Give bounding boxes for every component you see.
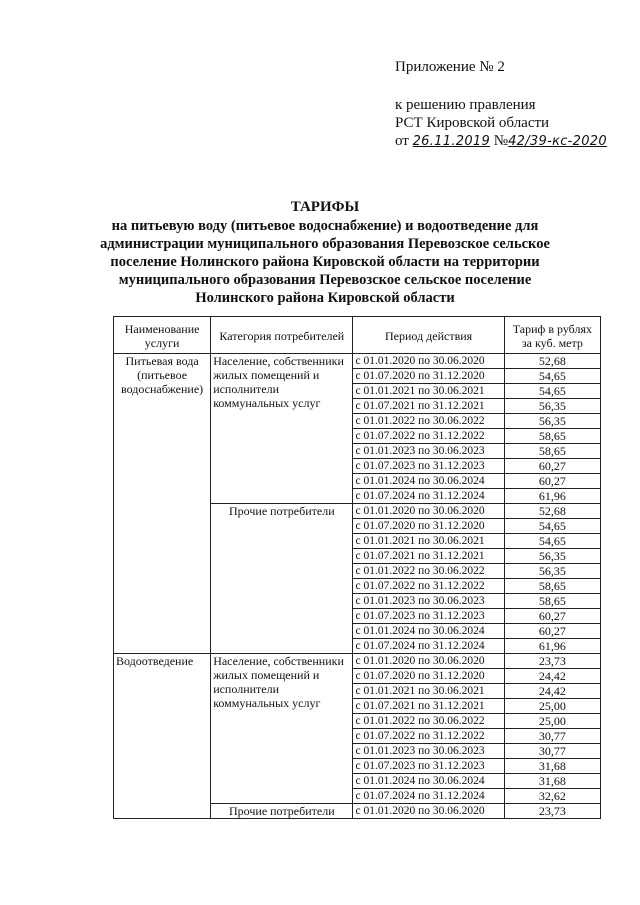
tariff-cell: 56,35	[504, 564, 600, 579]
period-cell: с 01.07.2022 по 31.12.2022	[353, 579, 504, 594]
category-cell: Население, собственники жилых помещений и исполнители коммунальных услуг	[211, 354, 353, 504]
period-cell: с 01.01.2021 по 30.06.2021	[353, 684, 504, 699]
period-cell: с 01.01.2020 по 30.06.2020	[353, 804, 504, 819]
header-tariff: Тариф в рублях за куб. метр	[504, 317, 600, 354]
tariff-cell: 30,77	[504, 744, 600, 759]
tariff-cell: 32,62	[504, 789, 600, 804]
appendix-block	[395, 58, 635, 151]
period-cell: с 01.01.2022 по 30.06.2022	[353, 564, 504, 579]
period-cell: с 01.07.2020 по 31.12.2020	[353, 369, 504, 384]
period-cell: с 01.01.2021 по 30.06.2021	[353, 384, 504, 399]
period-cell: с 01.01.2024 по 30.06.2024	[353, 474, 504, 489]
period-cell: с 01.07.2020 по 31.12.2020	[353, 519, 504, 534]
tariff-cell: 31,68	[504, 774, 600, 789]
period-cell: с 01.01.2022 по 30.06.2022	[353, 414, 504, 429]
period-cell: с 01.07.2024 по 31.12.2024	[353, 789, 504, 804]
period-cell: с 01.07.2021 по 31.12.2021	[353, 399, 504, 414]
tariff-cell: 60,27	[504, 474, 600, 489]
tariff-cell: 31,68	[504, 759, 600, 774]
heading-line-4: муниципального образования Перевозское сельское поселение	[118, 272, 532, 288]
period-cell: с 01.01.2023 по 30.06.2023	[353, 444, 504, 459]
appendix-date: 26.11.2019	[412, 134, 491, 149]
period-cell: с 01.07.2024 по 31.12.2024	[353, 639, 504, 654]
period-cell: с 01.01.2020 по 30.06.2020	[353, 504, 504, 519]
period-cell: с 01.01.2020 по 30.06.2020	[353, 354, 504, 369]
tariff-cell: 61,96	[504, 639, 600, 654]
header-service: Наименование услуги	[114, 317, 211, 354]
appendix-authority-line: РСТ Кировской области	[395, 115, 550, 131]
period-cell: с 01.01.2023 по 30.06.2023	[353, 594, 504, 609]
table-body	[114, 354, 601, 819]
header-period: Период действия	[353, 317, 504, 354]
appendix-title: Приложение № 2	[395, 59, 505, 75]
tariff-cell: 58,65	[504, 429, 600, 444]
tariff-cell: 54,65	[504, 384, 600, 399]
period-cell: с 01.07.2020 по 31.12.2020	[353, 669, 504, 684]
tariff-cell: 56,35	[504, 414, 600, 429]
category-cell: Прочие потребители	[211, 804, 353, 819]
tariff-cell: 60,27	[504, 609, 600, 624]
period-cell: с 01.07.2022 по 31.12.2022	[353, 729, 504, 744]
tariff-cell: 56,35	[504, 399, 600, 414]
period-cell: с 01.01.2021 по 30.06.2021	[353, 534, 504, 549]
heading-title: ТАРИФЫ	[290, 199, 360, 215]
tariff-cell: 58,65	[504, 594, 600, 609]
period-cell: с 01.01.2024 по 30.06.2024	[353, 624, 504, 639]
tariff-cell: 23,73	[504, 804, 600, 819]
table-row	[114, 354, 601, 369]
tariff-cell: 30,77	[504, 729, 600, 744]
tariff-cell: 54,65	[504, 519, 600, 534]
tariff-cell: 52,68	[504, 504, 600, 519]
period-cell: с 01.07.2021 по 31.12.2021	[353, 699, 504, 714]
appendix-date-line	[395, 132, 635, 151]
table-header-row	[114, 317, 601, 354]
tariff-cell: 60,27	[504, 624, 600, 639]
tariff-cell: 24,42	[504, 669, 600, 684]
tariff-cell: 25,00	[504, 714, 600, 729]
period-cell: с 01.07.2024 по 31.12.2024	[353, 489, 504, 504]
service-cell: Водоотведение	[114, 654, 211, 819]
table-row	[114, 654, 601, 669]
heading-line-3: поселение Нолинского района Кировской области на территории	[110, 254, 540, 270]
period-cell: с 01.01.2024 по 30.06.2024	[353, 774, 504, 789]
heading-line-5: Нолинского района Кировской области	[195, 290, 455, 306]
tariff-cell: 52,68	[504, 354, 600, 369]
appendix-number-sign: №	[493, 133, 509, 149]
category-cell: Население, собственники жилых помещений и исполнители коммунальных услуг	[211, 654, 353, 804]
period-cell: с 01.01.2022 по 30.06.2022	[353, 714, 504, 729]
period-cell: с 01.07.2022 по 31.12.2022	[353, 429, 504, 444]
period-cell: с 01.07.2023 по 31.12.2023	[353, 759, 504, 774]
period-cell: с 01.01.2020 по 30.06.2020	[353, 654, 504, 669]
period-cell: с 01.07.2021 по 31.12.2021	[353, 549, 504, 564]
heading-line-1: на питьевую воду (питьевое водоснабжение) и водоотведение для	[111, 218, 539, 234]
header-category: Категория потребителей	[211, 317, 353, 354]
tariff-cell: 25,00	[504, 699, 600, 714]
tariff-cell: 61,96	[504, 489, 600, 504]
appendix-from-label: от	[395, 133, 409, 149]
tariff-cell: 54,65	[504, 369, 600, 384]
period-cell: с 01.07.2023 по 31.12.2023	[353, 459, 504, 474]
tariff-cell: 58,65	[504, 579, 600, 594]
tariff-cell: 23,73	[504, 654, 600, 669]
category-cell: Прочие потребители	[211, 504, 353, 654]
tariff-cell: 56,35	[504, 549, 600, 564]
tariff-cell: 58,65	[504, 444, 600, 459]
period-cell: с 01.01.2023 по 30.06.2023	[353, 744, 504, 759]
document-heading	[90, 198, 560, 307]
appendix-number: 42/39-кс-2020	[508, 134, 607, 149]
heading-line-2: администрации муниципального образования Перевозское сельское	[100, 236, 550, 252]
tariff-cell: 54,65	[504, 534, 600, 549]
period-cell: с 01.07.2023 по 31.12.2023	[353, 609, 504, 624]
appendix-decision-line: к решению правления	[395, 97, 536, 113]
tariff-cell: 60,27	[504, 459, 600, 474]
tariff-cell: 24,42	[504, 684, 600, 699]
service-cell: Питьевая вода (питьевое водоснабжение)	[114, 354, 211, 654]
tariffs-table	[113, 316, 601, 819]
